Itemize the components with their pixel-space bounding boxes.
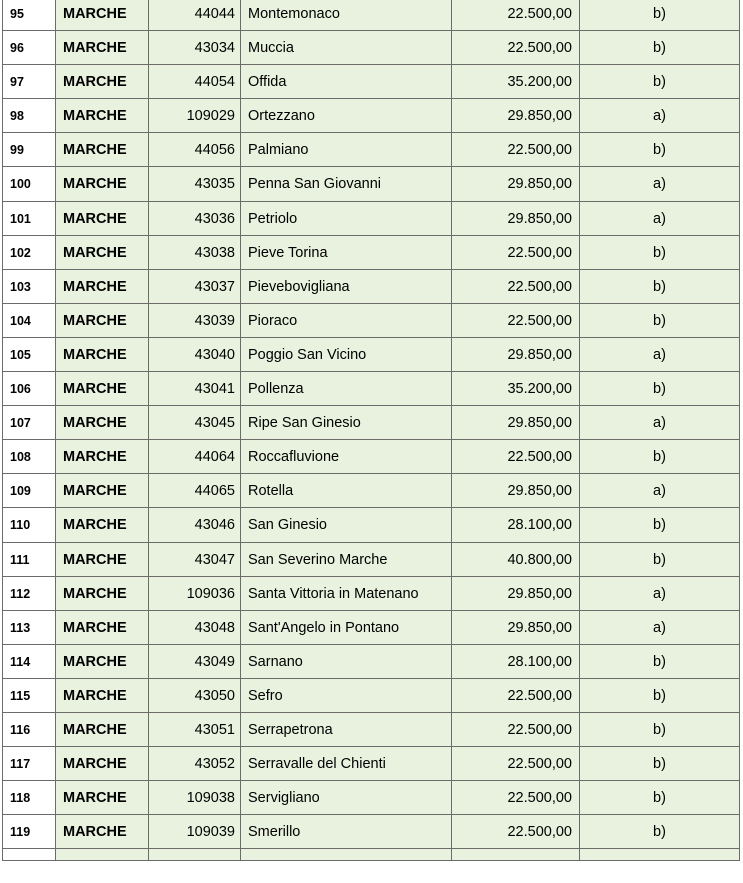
municipality-code-cell: 43048 [149,610,241,644]
region-cell: MARCHE [56,235,149,269]
amount-cell: 22.500,00 [452,440,580,474]
class-cell: b) [580,31,740,65]
region-cell: MARCHE [56,678,149,712]
municipality-code-cell: 44056 [149,133,241,167]
class-cell: b) [580,781,740,815]
table-row [3,474,740,508]
table-body [3,0,740,861]
municipality-name-cell: Ortezzano [241,99,452,133]
row-number-cell: 113 [3,610,56,644]
region-cell: MARCHE [56,542,149,576]
row-number-cell: 114 [3,644,56,678]
amount-cell: 22.500,00 [452,133,580,167]
class-cell: a) [580,201,740,235]
class-cell: b) [580,133,740,167]
class-cell: b) [580,269,740,303]
municipality-name-cell: Serravalle del Chienti [241,747,452,781]
class-cell: b) [580,440,740,474]
class-cell: b) [580,65,740,99]
municipality-code-cell: 109029 [149,99,241,133]
class-cell: a) [580,406,740,440]
municipality-code-cell: 43046 [149,508,241,542]
amount-cell: 29.850,00 [452,406,580,440]
table-row [3,747,740,781]
municipality-name-cell: Poggio San Vicino [241,337,452,371]
region-cell: MARCHE [56,133,149,167]
municipality-code-cell [149,849,241,861]
row-number-cell: 99 [3,133,56,167]
municipality-name-cell: Petriolo [241,201,452,235]
class-cell: b) [580,0,740,31]
municipality-code-cell: 44044 [149,0,241,31]
table-row [3,372,740,406]
table-row [3,542,740,576]
class-cell: b) [580,235,740,269]
municipality-name-cell: Sefro [241,678,452,712]
class-cell: a) [580,576,740,610]
amount-cell: 22.500,00 [452,0,580,31]
table-row [3,235,740,269]
table-row [3,201,740,235]
municipality-name-cell: Rotella [241,474,452,508]
row-number-cell: 111 [3,542,56,576]
table-row-partial [3,849,740,861]
class-cell: a) [580,99,740,133]
table-row [3,167,740,201]
municipality-code-cell: 109036 [149,576,241,610]
row-number-cell: 102 [3,235,56,269]
row-number-cell: 117 [3,747,56,781]
region-cell: MARCHE [56,167,149,201]
region-cell: MARCHE [56,406,149,440]
region-cell: MARCHE [56,201,149,235]
region-cell: MARCHE [56,269,149,303]
amount-cell: 28.100,00 [452,508,580,542]
amount-cell: 29.850,00 [452,337,580,371]
amount-cell: 22.500,00 [452,678,580,712]
municipality-code-cell: 44065 [149,474,241,508]
municipality-code-cell: 43047 [149,542,241,576]
amount-cell: 29.850,00 [452,99,580,133]
amount-cell: 35.200,00 [452,65,580,99]
amount-cell: 22.500,00 [452,712,580,746]
municipality-code-cell: 43040 [149,337,241,371]
table-row [3,644,740,678]
amount-cell: 29.850,00 [452,610,580,644]
row-number-cell: 103 [3,269,56,303]
region-cell: MARCHE [56,610,149,644]
row-number-cell: 95 [3,0,56,31]
row-number-cell: 116 [3,712,56,746]
amount-cell: 29.850,00 [452,201,580,235]
table-row [3,610,740,644]
municipality-name-cell [241,849,452,861]
municipality-code-cell: 44064 [149,440,241,474]
municipality-code-cell: 43038 [149,235,241,269]
municipality-name-cell: Pievebovigliana [241,269,452,303]
row-number-cell: 98 [3,99,56,133]
municipality-name-cell: Serrapetrona [241,712,452,746]
municipality-code-cell: 43052 [149,747,241,781]
municipality-code-cell: 43041 [149,372,241,406]
table-row [3,815,740,849]
table-row [3,133,740,167]
table-row [3,712,740,746]
amount-cell: 22.500,00 [452,747,580,781]
municipality-code-cell: 43036 [149,201,241,235]
municipality-name-cell: San Severino Marche [241,542,452,576]
class-cell: a) [580,337,740,371]
table-row [3,440,740,474]
row-number-cell: 110 [3,508,56,542]
amount-cell: 40.800,00 [452,542,580,576]
class-cell: b) [580,678,740,712]
municipality-name-cell: Palmiano [241,133,452,167]
municipality-table [2,0,740,861]
row-number-cell: 115 [3,678,56,712]
municipality-code-cell: 43049 [149,644,241,678]
table-row [3,781,740,815]
region-cell: MARCHE [56,712,149,746]
row-number-cell: 101 [3,201,56,235]
table-row [3,65,740,99]
municipality-name-cell: Pollenza [241,372,452,406]
region-cell: MARCHE [56,747,149,781]
table-row [3,303,740,337]
row-number-cell: 112 [3,576,56,610]
class-cell: b) [580,747,740,781]
municipality-code-cell: 43034 [149,31,241,65]
region-cell: MARCHE [56,474,149,508]
region-cell: MARCHE [56,99,149,133]
municipality-code-cell: 109038 [149,781,241,815]
region-cell: MARCHE [56,0,149,31]
table-row [3,576,740,610]
amount-cell: 29.850,00 [452,167,580,201]
amount-cell: 22.500,00 [452,31,580,65]
table-row [3,269,740,303]
municipality-name-cell: Muccia [241,31,452,65]
table-row [3,406,740,440]
class-cell: a) [580,610,740,644]
class-cell: b) [580,542,740,576]
region-cell: MARCHE [56,372,149,406]
class-cell: b) [580,372,740,406]
municipality-code-cell: 43035 [149,167,241,201]
class-cell: a) [580,474,740,508]
row-number-cell [3,849,56,861]
amount-cell: 29.850,00 [452,474,580,508]
region-cell: MARCHE [56,815,149,849]
class-cell: b) [580,303,740,337]
municipality-code-cell: 109039 [149,815,241,849]
municipality-name-cell: Sarnano [241,644,452,678]
municipality-name-cell: Ripe San Ginesio [241,406,452,440]
table-row [3,31,740,65]
table-row [3,337,740,371]
region-cell: MARCHE [56,781,149,815]
municipality-name-cell: Santa Vittoria in Matenano [241,576,452,610]
municipality-name-cell: Smerillo [241,815,452,849]
amount-cell [452,849,580,861]
municipality-name-cell: Pieve Torina [241,235,452,269]
table-row [3,508,740,542]
region-cell: MARCHE [56,644,149,678]
class-cell: b) [580,508,740,542]
amount-cell: 28.100,00 [452,644,580,678]
municipality-name-cell: Sant'Angelo in Pontano [241,610,452,644]
municipality-name-cell: Servigliano [241,781,452,815]
region-cell: MARCHE [56,576,149,610]
amount-cell: 22.500,00 [452,235,580,269]
municipality-name-cell: San Ginesio [241,508,452,542]
amount-cell: 35.200,00 [452,372,580,406]
municipality-code-cell: 43039 [149,303,241,337]
municipality-code-cell: 43037 [149,269,241,303]
class-cell: b) [580,712,740,746]
table-row [3,0,740,31]
table-row [3,99,740,133]
amount-cell: 22.500,00 [452,815,580,849]
table-row [3,678,740,712]
class-cell: b) [580,815,740,849]
row-number-cell: 109 [3,474,56,508]
municipality-name-cell: Offida [241,65,452,99]
municipality-name-cell: Penna San Giovanni [241,167,452,201]
row-number-cell: 96 [3,31,56,65]
municipality-name-cell: Pioraco [241,303,452,337]
municipality-name-cell: Roccafluvione [241,440,452,474]
amount-cell: 22.500,00 [452,781,580,815]
row-number-cell: 107 [3,406,56,440]
row-number-cell: 104 [3,303,56,337]
municipality-name-cell: Montemonaco [241,0,452,31]
class-cell: b) [580,644,740,678]
region-cell: MARCHE [56,65,149,99]
municipality-table-container [2,0,739,861]
municipality-code-cell: 43051 [149,712,241,746]
municipality-code-cell: 43045 [149,406,241,440]
region-cell [56,849,149,861]
amount-cell: 22.500,00 [452,303,580,337]
region-cell: MARCHE [56,440,149,474]
region-cell: MARCHE [56,303,149,337]
row-number-cell: 108 [3,440,56,474]
row-number-cell: 105 [3,337,56,371]
region-cell: MARCHE [56,508,149,542]
amount-cell: 29.850,00 [452,576,580,610]
amount-cell: 22.500,00 [452,269,580,303]
region-cell: MARCHE [56,337,149,371]
row-number-cell: 118 [3,781,56,815]
class-cell [580,849,740,861]
row-number-cell: 97 [3,65,56,99]
row-number-cell: 119 [3,815,56,849]
row-number-cell: 100 [3,167,56,201]
municipality-code-cell: 44054 [149,65,241,99]
municipality-code-cell: 43050 [149,678,241,712]
region-cell: MARCHE [56,31,149,65]
row-number-cell: 106 [3,372,56,406]
class-cell: a) [580,167,740,201]
